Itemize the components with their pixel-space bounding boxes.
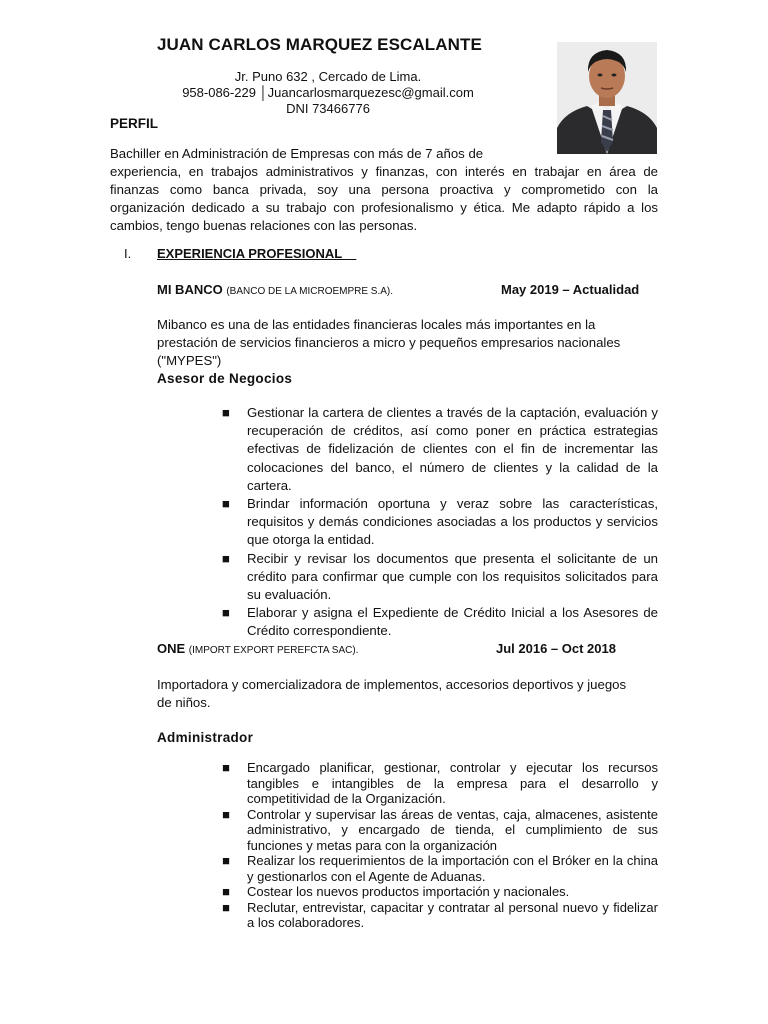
- perfil-line1: Bachiller en Administración de Empresas con más de 7 años de: [110, 146, 484, 161]
- list-item: [222, 404, 658, 495]
- list-item-text: Recibir y revisar los documentos que presenta el solicitante de un crédito para confirmar que cumple con los requisitos solicitados para su evaluación.: [247, 550, 658, 603]
- list-item-text: Costear los nuevos productos importación y nacionales.: [247, 884, 570, 899]
- list-item-text: Realizar los requerimientos de la importación con el Bróker en la china y gestionarlos con el Agente de Aduanas.: [247, 853, 658, 884]
- list-item-text: Elaborar y asigna el Expediente de Crédito Inicial a los Asesores de Crédito correspondiente.: [247, 605, 658, 639]
- company-name: [157, 641, 358, 656]
- company-detail: (BANCO DE LA MICROEMPRE S.A).: [226, 286, 394, 297]
- company-description: Importadora y comercializadora de implementos, accesorios deportivos y juegos de niños.: [157, 677, 627, 710]
- bullet-icon: ■: [222, 550, 230, 566]
- job-dates: Jul 2016 – Oct 2018: [496, 641, 616, 656]
- list-item-text: Encargado planificar, gestionar, controlar y ejecutar los recursos tangibles e intangibles de la empresa para el desarrollo y competitividad de la Organización.: [247, 760, 658, 806]
- list-item-text: Gestionar la cartera de clientes a través de la captación, evaluación y recuperación de créditos, así como poner en práctica estrategias efectivas de fidelización de clientes con el fin de incrementar las colocaciones del banco, el número de clientes y la calidad de la cartera.: [247, 405, 658, 493]
- phone-email: 958-086-229 │Juancarlosmarquezesc@gmail.com: [182, 85, 474, 100]
- list-item-text: Reclutar, entrevistar, capacitar y contratar al personal nuevo y fidelizar a los colaboradores.: [247, 899, 658, 930]
- list-item-text: Brindar información oportuna y veraz sobre las características, requisitos y demás condiciones asociadas a los productos y servicios que otorga la entidad.: [247, 496, 658, 548]
- bullet-icon: ■: [222, 405, 230, 420]
- bullet-icon: ■: [222, 496, 230, 512]
- company-description: Mibanco es una de las entidades financieras locales más importantes en la prestación de servicios financieros a micro y pequeños empresarios nacionales ("MYPES"): [157, 317, 621, 368]
- section-numeral: I.: [124, 246, 132, 261]
- dni: DNI 73466776: [286, 101, 370, 116]
- profile-photo: [557, 42, 657, 154]
- company-title: MI BANCO: [157, 282, 223, 297]
- job-dates: May 2019 – Actualidad: [501, 282, 640, 297]
- bullet-icon: ■: [222, 806, 230, 822]
- list-item: [222, 760, 658, 807]
- bullet-icon: ■: [222, 853, 230, 868]
- bullet-icon: ■: [222, 884, 230, 899]
- list-item: [222, 853, 658, 884]
- bullet-icon: ■: [222, 760, 230, 775]
- company-detail: (IMPORT EXPORT PEREFCTA SAC).: [188, 645, 359, 656]
- experience-title: EXPERIENCIA PROFESIONAL: [157, 246, 357, 261]
- perfil-text: experiencia, en trabajos administrativos y finanzas, con interés en trabajar en área de finanzas como banca privada, soy una persona proactiva y comprometido con la organización dedicado a su trabajo con profesionalismo y ética. Me adapto rápido a los cambios, tengo buenas relaciones con las personas.: [110, 164, 658, 233]
- perfil-title: PERFIL: [110, 116, 159, 131]
- list-item: [222, 495, 658, 550]
- list-item: [222, 806, 658, 854]
- job-role: Asesor de Negocios: [157, 371, 293, 386]
- address: Jr. Puno 632 , Cercado de Lima.: [234, 69, 422, 84]
- job-responsibilities-list: [222, 760, 658, 931]
- company-name: [157, 282, 393, 297]
- list-item: [222, 899, 658, 931]
- company-title: ONE: [157, 641, 186, 656]
- candidate-name: JUAN CARLOS MARQUEZ ESCALANTE: [157, 35, 482, 54]
- person-photo-icon: [557, 42, 657, 154]
- list-item: [222, 550, 658, 605]
- list-item: [222, 604, 658, 640]
- bullet-icon: ■: [222, 605, 230, 621]
- bullet-icon: ■: [222, 899, 230, 915]
- list-item: [222, 884, 658, 900]
- job-role: Administrador: [157, 730, 254, 745]
- job-responsibilities-list: [222, 404, 658, 641]
- list-item-text: Controlar y supervisar las áreas de ventas, caja, almacenes, asistente administrativo, y encargado de tienda, el cumplimiento de sus funciones y metas para con la organización: [247, 806, 658, 853]
